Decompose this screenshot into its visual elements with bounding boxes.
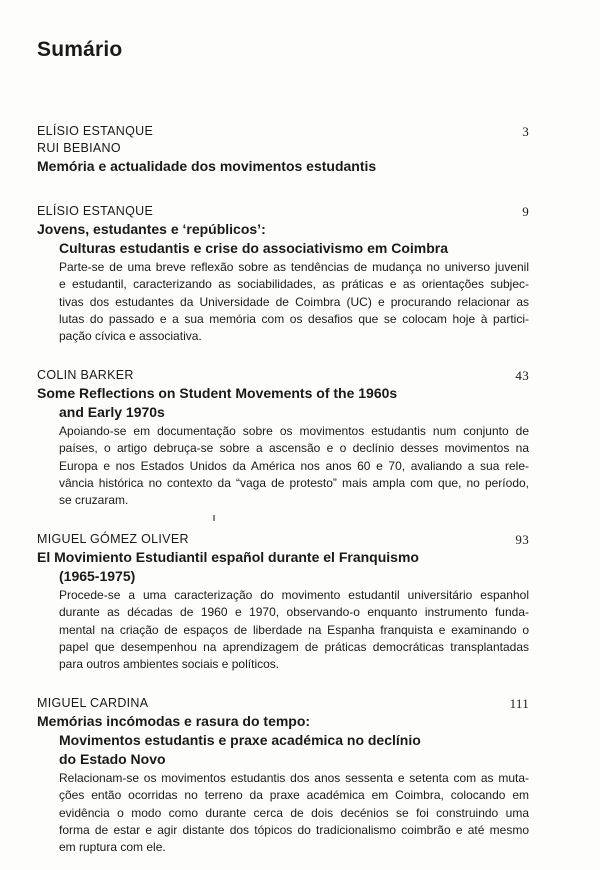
abstract-line: mental na criação de espaços de liberdade na Espanha franquista e examinando o [59, 622, 529, 637]
abstract-line: países, o artigo debruça-se sobre a ascensão e o declínio desses movimentos na [59, 441, 529, 456]
entry-abstract [37, 259, 529, 345]
entry-abstract [37, 587, 529, 673]
entry-abstract [37, 770, 529, 856]
author-line [37, 531, 529, 548]
abstract-line: durante as décadas de 1960 e 1970, observando-o enquanto instrumento funda- [59, 605, 529, 620]
abstract-line: forma de estar e agir distante dos tópicos do tradicionalismo coimbrão e até mesmo [59, 822, 529, 837]
abstract-line: Europa e nos Estados Unidos da América nos anos 60 e 70, avaliando a sua rele- [59, 458, 529, 473]
toc-entry [37, 367, 529, 509]
abstract-line: vância histórica no contexto da “vaga de protesto” mais ampla com que, no período, [59, 475, 529, 490]
page-number: 111 [509, 696, 529, 711]
entry-title-continued: and Early 1970s [59, 404, 165, 420]
entry-abstract [37, 423, 529, 509]
scan-speck [213, 515, 215, 521]
author-line [37, 140, 529, 157]
abstract-line: se cruzaram. [59, 493, 129, 508]
page-title: Sumário [37, 38, 123, 61]
entry-title: Memórias incómodas e rasura do tempo: [37, 713, 311, 729]
author-line [37, 203, 529, 220]
author-name: MIGUEL GÓMEZ OLIVER [37, 532, 189, 546]
abstract-line: ções então ocorridas no terreno da praxe académica em Coimbra, colocando em [59, 788, 529, 803]
author-line [37, 123, 529, 140]
author-name: COLIN BARKER [37, 368, 134, 382]
abstract-line: Procede-se a uma caracterização do movimento estudantil universitário espanhol [59, 588, 529, 602]
abstract-line: Relacionam-se os movimentos estudantis dos anos sessenta e setenta com as muta- [59, 771, 529, 785]
toc-entry [37, 123, 529, 176]
author-line [37, 367, 529, 384]
abstract-line: papel que desempenhou na aprendizagem de práticas democráticas transplantadas [59, 639, 529, 654]
abstract-line: Apoiando-se em documentação sobre os movimentos estudantis num conjunto de [59, 424, 529, 438]
abstract-line: em ruptura com ele. [59, 840, 166, 855]
abstract-line: para outros ambientes sociais e políticos. [59, 657, 280, 672]
toc-entry [37, 203, 529, 345]
page-number: 93 [515, 532, 529, 547]
abstract-line: Parte-se de uma breve reflexão sobre as tendências de mudança no universo juvenil [59, 260, 529, 274]
abstract-line: pação cívica e associativa. [59, 329, 202, 344]
toc-entry [37, 695, 529, 856]
abstract-line: evidência o modo como durante cerca de dois decénios se foi construindo uma [59, 805, 529, 820]
entry-subtitle: Culturas estudantis e crise do associativismo em Coimbra [59, 240, 449, 256]
abstract-line: lutas do passado e a sua memória com os desafios que se colocam hoje à partici- [59, 311, 529, 326]
entry-subtitle: Movimentos estudantis e praxe académica no declínio [59, 732, 421, 748]
page-number: 9 [522, 204, 529, 219]
author-name: RUI BEBIANO [37, 141, 121, 155]
entry-subtitle-continued: do Estado Novo [59, 751, 166, 767]
entry-title: Some Reflections on Student Movements of the 1960s [37, 385, 398, 401]
page-number: 43 [515, 368, 529, 383]
author-name: MIGUEL CARDINA [37, 696, 149, 710]
author-name: ELÍSIO ESTANQUE [37, 204, 154, 218]
author-line [37, 695, 529, 712]
entry-title: El Movimiento Estudiantil español durante el Franquismo [37, 549, 419, 565]
page-number: 3 [522, 124, 529, 139]
entry-title-continued: (1965-1975) [59, 568, 136, 584]
author-name: ELÍSIO ESTANQUE [37, 124, 154, 138]
entry-title: Jovens, estudantes e ‘repúblicos’: [37, 221, 266, 237]
toc-entry [37, 531, 529, 673]
abstract-line: tivas dos estudantes da Universidade de Coimbra (UC) e procurando relacionar as [59, 294, 529, 309]
entry-title: Memória e actualidade dos movimentos estudantis [37, 158, 377, 174]
abstract-line: e estudantil, caracterizando as sociabilidades, as práticas e as orientações subjec- [59, 277, 529, 292]
